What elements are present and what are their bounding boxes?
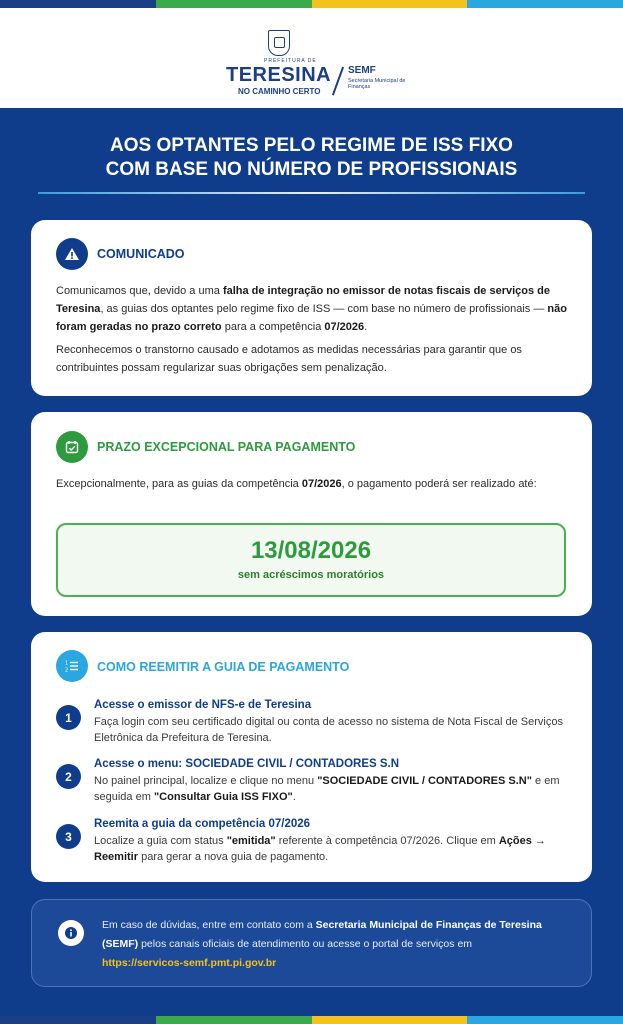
step-number: 2 [56,764,81,789]
comunicado-card [31,220,592,396]
comunicado-paragraph-1: Comunicamos que, devido a uma falha de integração no emissor de notas fiscais de serviços de Teresina, as guias dos optantes pelo regime fixo de ISS — com base no número de profissionais — não foram geradas no prazo correto para a competência 07/2026. [56,285,567,333]
deadline-date: 13/08/2026 [250,537,372,564]
step-description: Localize a guia com status "emitida" referente à competência 07/2026. Clique em Ações → Reemitir para gerar a nova guia de pagamento. [94,835,546,863]
semf-subtitle: Secretaria Municipal de Finanças [348,78,406,90]
step-title: Acesse o emissor de NFS-e de Teresina [94,699,312,711]
portal-link[interactable]: https://servicos-semf.pmt.pi.gov.br [102,957,277,969]
svg-text:1: 1 [65,660,69,667]
step-description: No painel principal, localize e clique no menu "SOCIEDADE CIVIL / CONTADORES S.N" e em seguida em "Consultar Guia ISS FIXO". [94,775,560,803]
page-title [0,134,623,182]
page-title-line-2: COM BASE NO NÚMERO DE PROFISSIONAIS [105,159,518,180]
reemitir-card [31,632,592,882]
page-title-line-1: AOS OPTANTES PELO REGIME DE ISS FIXO [110,135,513,156]
step-number: 1 [56,705,81,730]
contact-text: Em caso de dúvidas, entre em contato com a Secretaria Municipal de Finanças de Teresina (SEMF) pelos canais oficiais de atendimento ou acesse o portal de serviços em https://servicos-semf.pmt.pi.gov.br [102,919,542,969]
prazo-title: PRAZO EXCEPCIONAL PARA PAGAMENTO [97,440,356,454]
calendar-check-icon [56,431,88,463]
logo-slogan: NO CAMINHO CERTO [238,87,321,96]
reemitir-title: COMO REEMITIR A GUIA DE PAGAMENTO [97,660,350,674]
title-divider [38,192,585,194]
list-icon [56,650,88,682]
header [0,8,623,108]
warning-icon [56,238,88,270]
info-icon [58,920,84,946]
deadline-box [56,523,566,597]
deadline-note: sem acréscimos moratórios [237,569,385,581]
comunicado-paragraph-2: Reconhecemos o transtorno causado e adotamos as medidas necessárias para garantir que os contribuintes possam regularizar suas obrigações sem penalização. [56,344,522,374]
svg-text:2: 2 [65,667,69,673]
bottom-color-stripe [0,1016,623,1024]
logo-brand: TERESINA [226,64,332,86]
logo-divider [332,67,344,96]
step-title: Reemita a guia da competência 07/2026 [94,818,311,830]
step-description: Faça login com seu certificado digital ou conta de acesso no sistema de Nota Fiscal de Serviços Eletrônica da Prefeitura de Teresina. [94,716,563,744]
contact-box [31,899,592,987]
comunicado-title: COMUNICADO [97,247,185,261]
prazo-paragraph: Excepcionalmente, para as guias da competência 07/2026, o pagamento poderá ser realizado até: [56,478,537,490]
prazo-card [31,412,592,616]
logo-pref-text: PREFEITURA DE [264,58,317,64]
top-color-stripe [0,0,623,8]
teresina-logo [224,28,404,98]
step-title: Acesse o menu: SOCIEDADE CIVIL / CONTADORES S.N [94,758,400,770]
semf-logo: SEMF [348,65,376,76]
step-number: 3 [56,824,81,849]
city-crest-icon [268,30,290,56]
